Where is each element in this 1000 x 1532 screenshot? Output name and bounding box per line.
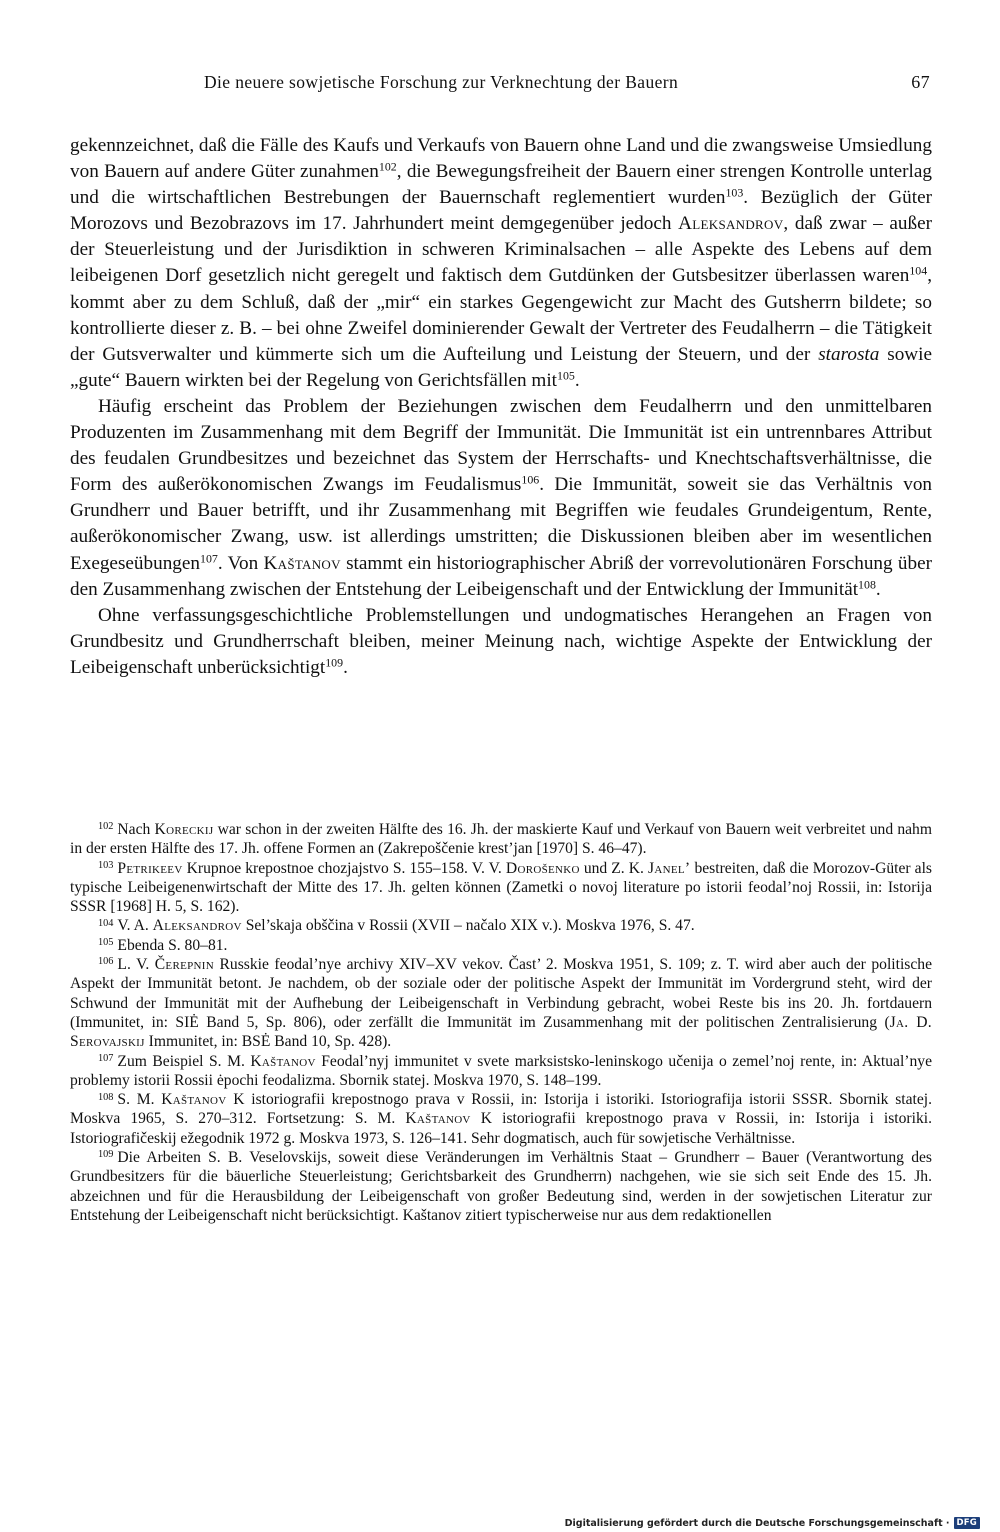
footnote: $^{106}$ L. V. Čerepnin Russkie feodal’nye archivy XIV–XV vekov. Čast’ 2. Moskva 1951, S. 109; z. T. wird aber auch der politische Aspekt der Immunität betont. Je nachdem, ob der soziale oder der politische Aspekt der Immunität im Vordergrund steht, wird der Schwund der Immunität mit der Aufhebung der Leibeigenschaft in Verbindung gebracht, wobei Reste bis ins 20. Jh. fortdauern (Immunitet, in: SIĖ Band 5, Sp. 806), oder zerfällt die Immunität im Zusammenhang mit der politischen Zentralisierung (Ja. D. Serovajskij Immunitet, in: BSĖ Band 10, Sp. 428). <box>70 956 932 1051</box>
author-name: Koreckij <box>154 821 214 838</box>
dfg-logo: DFG <box>954 1517 980 1529</box>
author-name: Aleksandrov <box>152 917 242 935</box>
footnote: $^{109}$ Die Arbeiten S. B. Veselovskijs, soweit diese Veränderungen im Verhältnis Staat – Grundherr – Bauer (Verantwortung des Grundbesitzers für die bäuerliche Steuerleistung; Gerichtsbarkeit des Grundherrn) nachgehen, wie sie sich seit Ende des 15. Jh. abzeichnen und für die Herausbildung der Leibeigenschaft von großer Bedeutung sind, werden in der sowjetischen Literatur zur Entstehung der Leibeigenschaft nicht berücksichtigt. Kaštanov zitiert typischerweise nur aus dem redaktionellen <box>70 1149 932 1224</box>
footnote-ref: 107 <box>200 550 218 565</box>
footnote: $^{105}$ Ebenda S. 80–81. <box>98 936 228 954</box>
running-header <box>70 72 932 98</box>
author-name: Kaštanov <box>263 552 341 574</box>
main-text <box>70 133 932 681</box>
author-name: Kaštanov <box>405 1110 471 1128</box>
author-name: Kaštanov <box>161 1091 227 1109</box>
footnote-number: 102 <box>98 821 114 833</box>
italic-term: starosta <box>818 343 880 365</box>
footnote-number: 106 <box>98 956 114 968</box>
author-name: Ja. D. Serovajskij <box>70 1013 932 1051</box>
footnote-number: 104 <box>98 917 114 929</box>
digitization-credit <box>565 1516 980 1530</box>
body-paragraph: Ohne verfassungsgeschichtliche Problemstellungen und undogmatisches Herangehen an Fragen von Grundbesitz und Grundherrschaft bleiben, meiner Meinung nach, wichtige Aspekte der Entwicklung der Leibeigenschaft unberücksichtigt$^{109}$. <box>70 604 932 678</box>
footnote-ref: 105 <box>557 368 575 383</box>
footnote-number: 107 <box>98 1052 114 1064</box>
body-paragraph: gekennzeichnet, daß die Fälle des Kaufs und Verkaufs von Bauern ohne Land und die zwangsweise Umsiedlung von Bauern auf andere Güter zunahmen$^{102}$, die Bewegungsfreiheit der Bauern einer strengen Kontrolle unterlag und die wirtschaftlichen Bestrebungen der Bauernschaft reglementiert wurden$^{103}$. Bezüglich der Güter Morozovs und Bezobrazovs im 17. Jahrhundert meint demgegenüber jedoch Aleksandrov, daß zwar – außer der Steuerleistung und der Jurisdiktion in schweren Kriminalsachen – alle Aspekte des Lebens auf dem leibeigenen Dorf gesetzlich nicht geregelt und faktisch dem Gutdünken der Gutsbesitzer überlassen waren$^{104}$, kommt aber zu dem Schluß, daß der „mir“ ein starkes Gegengewicht zur Macht des Gutsherrn bildete; so kontrollierte dieser z. B. – bei ohne Zweifel dominierender Gewalt der Vertreter des Feudalherrn – die Tätigkeit der Gutsverwalter und kümmerte sich um die Aufteilung und Leistung der Steuern, und der starosta sowie „gute“ Bauern wirkten bei der Regelung von Gerichtsfällen mit$^{105}$. <box>70 135 933 391</box>
footnote: $^{108}$ S. M. Kaštanov K istoriografii krepostnogo prava v Rossii, in: Istorija i istoriki. Istoriografija istorii SSSR. Sbornik statej. Moskva 1965, S. 270–312. Fortsetzung: S. M. Kaštanov K istoriografii krepostnogo prava v Rossii, in: Istorija i istoriki. Istoriografičeskij ežegodnik 1972 g. Moskva 1973, S. 126–141. Sehr dogmatisch, auch für sowjetische Verhältnisse. <box>70 1091 932 1147</box>
credit-text: Digitalisierung gefördert durch die Deutsche Forschungsgemeinschaft · <box>564 1517 950 1529</box>
author-name: Dorošenko <box>505 859 580 877</box>
footnote-ref: 106 <box>521 472 540 487</box>
footnote-ref: 104 <box>909 263 928 278</box>
footnote-number: 109 <box>98 1149 114 1161</box>
footnote-ref: 103 <box>725 185 744 200</box>
footnotes <box>70 820 932 1225</box>
body-paragraph: Häufig erscheint das Problem der Beziehungen zwischen dem Feudalherrn und den unmittelbaren Produzenten im Zusammenhang mit dem Begriff der Immunität. Die Immunität ist ein untrennbares Attribut des feudalen Grundbesitzes und bezeichnet das System der Herrschafts- und Knechtschaftsverhältnisse, die Form des außerökonomischen Zwangs im Feudalismus$^{106}$. Die Immunität, soweit sie das Verhältnis von Grundherr und Bauer betrifft, und ihr Zusammenhang mit Begriffen wie feudales Grundeigentum, Rente, außerökonomischer Zwang, usw. ist allerdings umstritten; die Diskussionen bleiben aber im wesentlichen Exegeseübungen$^{107}$. Von Kaštanov stammt ein historiographischer Abriß der vorrevolutionären Forschung über den Zusammenhang zwischen der Entstehung der Leibeigenschaft und der Entwicklung der Immunität$^{108}$. <box>70 395 933 600</box>
footnote-number: 103 <box>98 859 114 871</box>
author-name: Petrikeev <box>117 859 183 877</box>
footnote-number: 105 <box>98 937 114 949</box>
page-number: 67 <box>911 72 930 92</box>
running-title: Die neuere sowjetische Forschung zur Verknechtung der Bauern <box>204 72 679 92</box>
author-name: Kaštanov <box>250 1052 316 1070</box>
footnote: $^{104}$ V. A. Aleksandrov Sel’skaja obščina v Rossii (XVII – načalo XIX v.). Moskva 1976, S. 47. <box>98 917 695 935</box>
footnote-ref: 102 <box>378 159 397 174</box>
author-name: Čerepnin <box>154 956 214 974</box>
footnote: $^{107}$ Zum Beispiel S. M. Kaštanov Feodal’nyj immunitet v svete marksistsko-leninskogo učenija o zemel’noj rente, in: Aktual’nye problemy istorii Rossii ėpochi feodalizma. Sbornik statej. Moskva 1970, S. 148–199. <box>70 1052 932 1089</box>
footnote: $^{102}$ Nach Koreckij war schon in der zweiten Hälfte des 16. Jh. der maskierte Kauf und Verkauf von Bauern weit verbreitet und nahm in der ersten Hälfte des 17. Jh. offene Formen an (Zakrepoščenie krest’jan [1970] S. 46–47). <box>70 821 932 858</box>
footnote-ref: 108 <box>858 577 876 592</box>
author-name: Aleksandrov <box>678 213 784 235</box>
author-name: Janel’ <box>648 859 691 877</box>
footnote: $^{103}$ Petrikeev Krupnoe krepostnoe chozjajstvo S. 155–158. V. V. Dorošenko und Z. K. Janel’ bestreiten, daß die Morozov-Güter als typische Leibeigenenwirtschaft der Mitte des 17. Jh. gelten können (Zametki o novoj literature po istorii feodal’noj Rossii, in: Istorija SSSR [1968] H. 5, S. 162). <box>70 859 932 916</box>
footnote-ref: 109 <box>325 655 344 670</box>
footnote-number: 108 <box>98 1091 114 1103</box>
